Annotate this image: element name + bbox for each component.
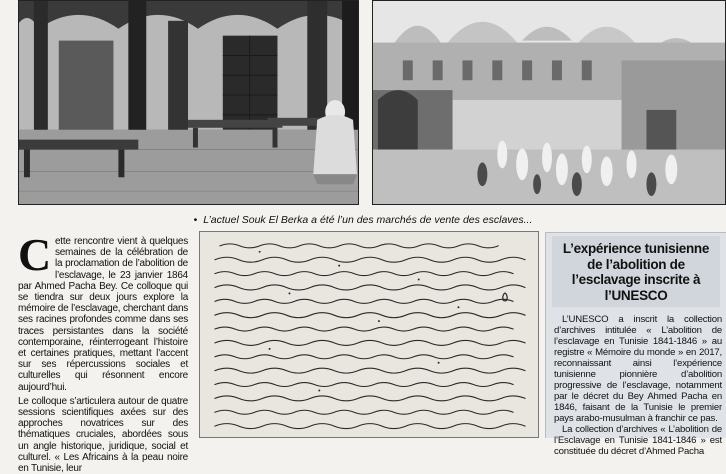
unesco-sidebar bbox=[545, 232, 726, 457]
drop-cap: C bbox=[18, 229, 51, 280]
manuscript-page-number: ٥ bbox=[501, 289, 509, 306]
article-paragraph-text: Le colloque s’articulera autour de quatre sessions scientifiques axées sur des approches novatrices sur des thématiques cruciales, abordées sous un angle historique, juridique, social et culturel. « Les Africains à la peau noire en Tunisie, leur bbox=[18, 395, 188, 474]
arabic-manuscript-decree-icon bbox=[200, 232, 538, 437]
souk-photo bbox=[372, 0, 726, 205]
sidebar-body bbox=[546, 307, 726, 457]
courtyard-photo bbox=[18, 0, 359, 205]
manuscript-document-image bbox=[199, 231, 539, 438]
courtyard-arches-photo-icon bbox=[19, 1, 358, 204]
sidebar-title: L’expérience tunisienne de l’abolition de l’esclavage inscrite à l’UNESCO bbox=[552, 236, 720, 307]
article-paragraph-text: ette rencontre vient à quelques semaines de la célébration de la proclamation de l’abolition de l’esclavage, le 23 janvier 1864 par Ahmed Pacha Bey. Ce colloque qui se tiendra sur deux jours explore la mémoire de l’esclavage, cherchant dans ses racines profondes comme dans ses traces persistantes dans la société contemporaine, réinterrogeant l’histoire et certaines pratiques, mettant l’accent sur ses répercussions sociales et culturelles qui résonnent encore aujourd’hui. bbox=[18, 236, 188, 393]
caption-bullet: • bbox=[193, 214, 198, 226]
article-paragraph bbox=[18, 229, 188, 393]
sidebar-paragraph: La collection d’archives « L’abolition de l’Esclavage en Tunisie 1841-1846 » est constituée du décret d’Ahmed Pacha bbox=[554, 424, 722, 457]
souk-domes-photo-icon bbox=[373, 1, 725, 204]
article-column bbox=[18, 229, 188, 474]
article-paragraph bbox=[18, 396, 188, 474]
caption-text: L’actuel Souk El Berka a été l’un des marchés de vente des esclaves... bbox=[203, 214, 533, 226]
photo-caption bbox=[0, 212, 726, 228]
sidebar-paragraph: L’UNESCO a inscrit la collection d’archives intitulée « L’abolition de l’esclavage en Tunisie 1841-1846 » au registre « Mémoire du monde » en 2017, reconnaissant ainsi l’expérience tunisienne pionnière d’abolition progressive de l’esclavage, notamment par le décret du Bey Ahmed Pacha en 1846, faisant de la Tunisie le premier pays arabo-musulman à franchir ce pas. bbox=[554, 314, 722, 424]
